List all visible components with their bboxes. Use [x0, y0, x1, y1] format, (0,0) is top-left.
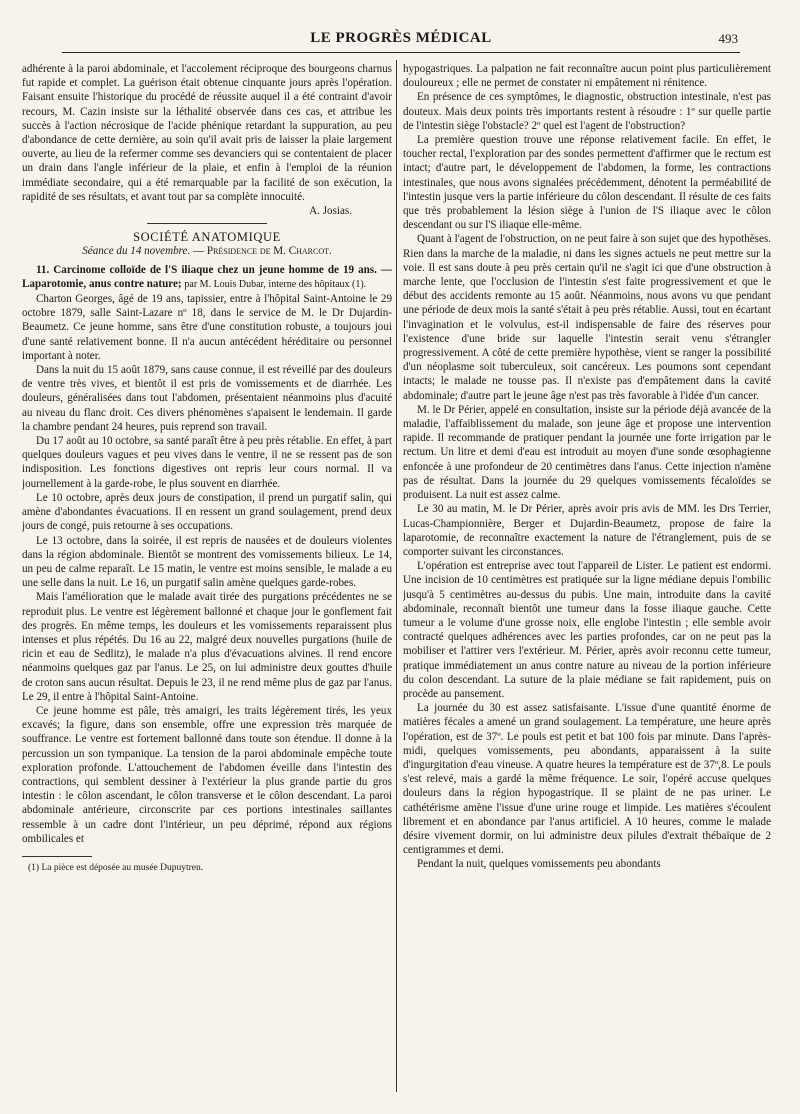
paragraph: Dans la nuit du 15 août 1879, sans cause connue, il est réveillé par des douleurs de ventre très vives, et bientôt il est pris de vomissements et de diarrhée. Les douleurs, généralisées dans tout l'abdomen, présentaient néanmoins plus d'acuité au niveau du flanc droit. Ces divers phénomènes s'apaisent le lendemain. Il garde la chambre pendant 24 heures, puis reprend son travail.: [22, 364, 392, 433]
paragraph: Quant à l'agent de l'obstruction, on ne peut faire à son sujet que des hypothèses. Rien dans la marche de la maladie, ni dans les signes actuels ne peut mettre sur la voie. Il est sans doute à peu près certain qu'il ne s'agit ici que d'une obstruction à marche lente, que l'occlusion de l'intestin s'est faite progressivement et que le début des accidents remonte au 15 août. Néanmoins, nous avons vu que pendant une période de deux mois la santé s'était à peu près rétablie. Aussi, tout en écartant l'invagination et le volvulus, est-il indispensable de faire des réserves pour l'existence d'une bride sur laquelle l'intestin serait venu s'étrangler progressivement. A côté de cette première hypothèse, vient se ranger la possibilité d'un néoplasme soit tuberculeux, soit cancéreux. Les poumons sont cependant intacts; le malade ne tousse pas. Il n'existe pas d'empâtement dans la cavité abdominale; d'autre part le jeune âge n'est pas très favorable à l'idée d'un cancer.: [403, 233, 771, 402]
footnote-rule: [22, 856, 92, 857]
paragraph: Le 30 au matin, M. le Dr Périer, après avoir pris avis de MM. les Drs Terrier, Lucas-Championnière, Berger et Dujardin-Beaumetz, propose de faire la laparotomie, de reconnaître exactement la nature de l'étranglement, puis de se comporter suivant les circonstances.: [403, 503, 771, 558]
case-author: par M. Louis Dubar, interne des hôpitaux (1).: [184, 278, 367, 290]
section-divider: [147, 223, 267, 224]
case-title: 11. Carcinome colloïde de l'S iliaque chez un jeune homme de 19 ans. — Laparotomie, anus contre nature;: [22, 263, 392, 290]
section-title: SOCIÉTÉ ANATOMIQUE: [133, 230, 281, 245]
paragraph: Ce jeune homme est pâle, très amaigri, les traits légèrement tirés, les yeux excavés; la figure, dans son ensemble, offre une expression très marquée de souffrance. Le ventre est fortement ballonné dans toute son étendue. Il donne à la percussion un son tympanique. La tension de la paroi abdominale empêche toute exploration profonde. L'attouchement de l'abdomen éveille dans l'intestin des contractions, qui semblent dessiner à l'extérieur la plus grande partie du gros intestin : le côlon ascendant, le côlon transverse et le côlon descendant. La paroi abdominale antérieure, circonscrite par ces portions intestinales saillantes ressemble à un cadre dont l'intérieur, un peu déprimé, répond aux régions ombilicales et: [22, 704, 392, 845]
column-divider: [396, 60, 397, 1092]
paragraph: M. le Dr Périer, appelé en consultation, insiste sur la période déjà avancée de la maladie, l'affaiblissement du malade, son jeune âge et propose une intervention rapide. Il recommande de pratiquer pendant la journée une forte irrigation par le rectum. Un litre et demi d'eau est introduit au moyen d'une sonde œsophagienne enfoncée à une profondeur de 20 centimètres dans l'anus. Cette injection n'amène pas de résultat. Dans la journée du 29 quelques vomissements fécaloïdes se produisent. La nuit est assez calme.: [403, 403, 771, 502]
paragraph: adhérente à la paroi abdominale, et l'accolement réciproque des bourgeons charnus fut rapide et complet. La guérison était obtenue cinquante jours après l'opération. Faisant ensuite l'historique du procédé de réussite auquel il a été contraint d'avoir recours, M. Cazin insiste sur la léthalité observée dans ces cas, et attribue les succès à l'action nécrosique de l'acide phénique retardant la suppuration, au peu d'abondance de cette dernière, au soin qu'il avait pris de laisser la plaie largement ouverte, au lieu de la refermer comme ses devanciers qui se contentaient de placer un drain dans l'angle inférieur de la plaie, et enfin à l'emploi de la réunion immédiate secondaire, qui a été remarquable par la facilité de son exécution, la rapidité de ses résultats, et avant tout par sa complète innocuité.: [22, 63, 392, 203]
paragraph: Du 17 août au 10 octobre, sa santé paraît être à peu près rétablie. En effet, à part quelques douleurs vagues et peu vives dans le ventre, il ne se ressent pas de son indisposition. Les fonctions digestives ont repris leur cours normal. Il va journellement à la garde-robe, le plus souvent en diarrhée.: [22, 435, 392, 490]
case-heading: [22, 263, 392, 292]
session-presidency: — Présidence de M. Charcot.: [193, 245, 332, 258]
right-column: [403, 62, 771, 1092]
session-date: Séance du 14 novembre.: [82, 245, 191, 258]
article-signature: A. Josias.: [309, 205, 352, 218]
paragraph: L'opération est entreprise avec tout l'appareil de Lister. Le patient est endormi. Une incision de 10 centimètres est pratiquée sur la ligne médiane depuis l'ombilic jusqu'à 5 centimètres au-dessus du pubis. Une main, introduite dans la cavité abdominale, reconnaît bientôt une tumeur dans la fosse iliaque gauche. Cette tumeur a le volume d'une grosse noix, elle englobe l'intestin ; elle semble avoir contracté quelques adhérences avec les parties profondes, car on ne peut pas la mobiliser et l'attirer vers l'extérieur. M. Périer, après avoir reconnu cette tumeur, pratique immédiatement un anus contre nature au niveau de la portion inférieure du colon descendant. La suture de la plaie médiane se fait rapidement, puis on procède au pansement.: [403, 560, 771, 700]
footnote: (1) La pièce est déposée au musée Dupuytren.: [28, 862, 204, 873]
paragraph: Charton Georges, âgé de 19 ans, tapissier, entre à l'hôpital Saint-Antoine le 29 octobre 1879, salle Saint-Lazare nº 18, dans le service de M. le Dr Dujardin-Beaumetz. Ce jeune homme, sans être d'une constitution robuste, a toujours joui d'une santé relativement bonne. Il n'a aucun antécédent héréditaire ou personnel important à noter.: [22, 293, 392, 362]
left-column: [22, 62, 392, 1092]
page-number: 493: [718, 31, 738, 46]
paragraph: Le 10 octobre, après deux jours de constipation, il prend un purgatif salin, qui amène d'abondantes évacuations. Il en ressent un grand soulagement, prend deux jours de congé, puis retourne à ses occupations.: [22, 491, 392, 533]
paragraph: Le 13 octobre, dans la soirée, il est repris de nausées et de douleurs violentes dans la région abdominale. Bientôt se montrent des vomissements bilieux. Le 14, un peu de calme reparaît. Le 15 matin, le ventre est moins sensible, le malade a eu une selle dans la nuit. Le 16, un purgatif salin amène quelques garde-robes.: [22, 534, 392, 590]
paragraph: En présence de ces symptômes, le diagnostic, obstruction intestinale, n'est pas douteux. Mais deux points très importants restent à résoudre : 1º sur quelle partie de l'intestin siège l'obstacle? 2º quel est l'agent de l'obstruction?: [403, 91, 771, 132]
session-line: [22, 244, 392, 258]
page-header: [62, 28, 740, 53]
paragraph: Mais l'amélioration que le malade avait tirée des purgations précédentes ne se reproduit plus. Le ventre est légèrement ballonné et chaque jour le gonflement fait des progrès. En même temps, les douleurs et les vomissements reparaissent plus intenses et plus répétés. Du 16 au 22, malgré deux nouvelles purgations (huile de ricin et eau de Sedlitz), le malade n'a plus d'évacuations alvines. Il rend encore néanmoins quelques gaz par l'anus. Le 25, on lui administre deux gouttes d'huile de croton sans aucun résultat. Depuis le 23, il ne rend même plus de gaz par l'anus. Le 29, il entre à l'hôpital Saint-Antoine.: [22, 591, 392, 703]
paragraph: hypogastriques. La palpation ne fait reconnaître aucun point plus particulièrement douloureux ; elle ne permet de constater ni empâtement ni rénitence.: [403, 63, 771, 90]
paragraph: Pendant la nuit, quelques vomissements peu abondants: [417, 858, 661, 871]
paragraph: La première question trouve une réponse relativement facile. En effet, le toucher rectal, l'exploration par des sondes permettent d'affirmer que le rectum est intact; d'autre part, le développement de l'abdomen, la forme, les contractions intestinales, que nous avons signalées précédemment, dénotent la perméabilité de l'intestin jusque vers la partie inférieure du côlon descendant. Il résulte de ces faits que très probablement la lésion siège à l'union de l'S iliaque avec le côlon descendant ou sur l'S iliaque elle-même.: [403, 134, 771, 232]
journal-title: LE PROGRÈS MÉDICAL: [310, 30, 492, 46]
paragraph: La journée du 30 est assez satisfaisante. L'issue d'une quantité énorme de matières fécales a amené un grand soulagement. La température, une heure après l'opération, est de 37º. Le pouls est petit et bat 100 fois par minute. Dans l'après-midi, quelques vomissements, peu abondants, apparaissent à la suite d'ingurgitation d'eau vineuse. A quatre heures la température est de 37º,8. Le pouls s'est relevé, mais a gardé la même fréquence. Le soir, l'opéré accuse quelques douleurs dans la région hypogastrique. Il se plaint de ne pas uriner. Le cathétérisme amène l'issue d'une urine rouge et limpide. Les matières s'écoulent librement et en abondance par l'anus artificiel. A 10 heures, comme le malade désire vivement dormir, on lui administre deux pilules d'extrait thébaïque de 2 centigrammes et demi.: [403, 702, 771, 857]
